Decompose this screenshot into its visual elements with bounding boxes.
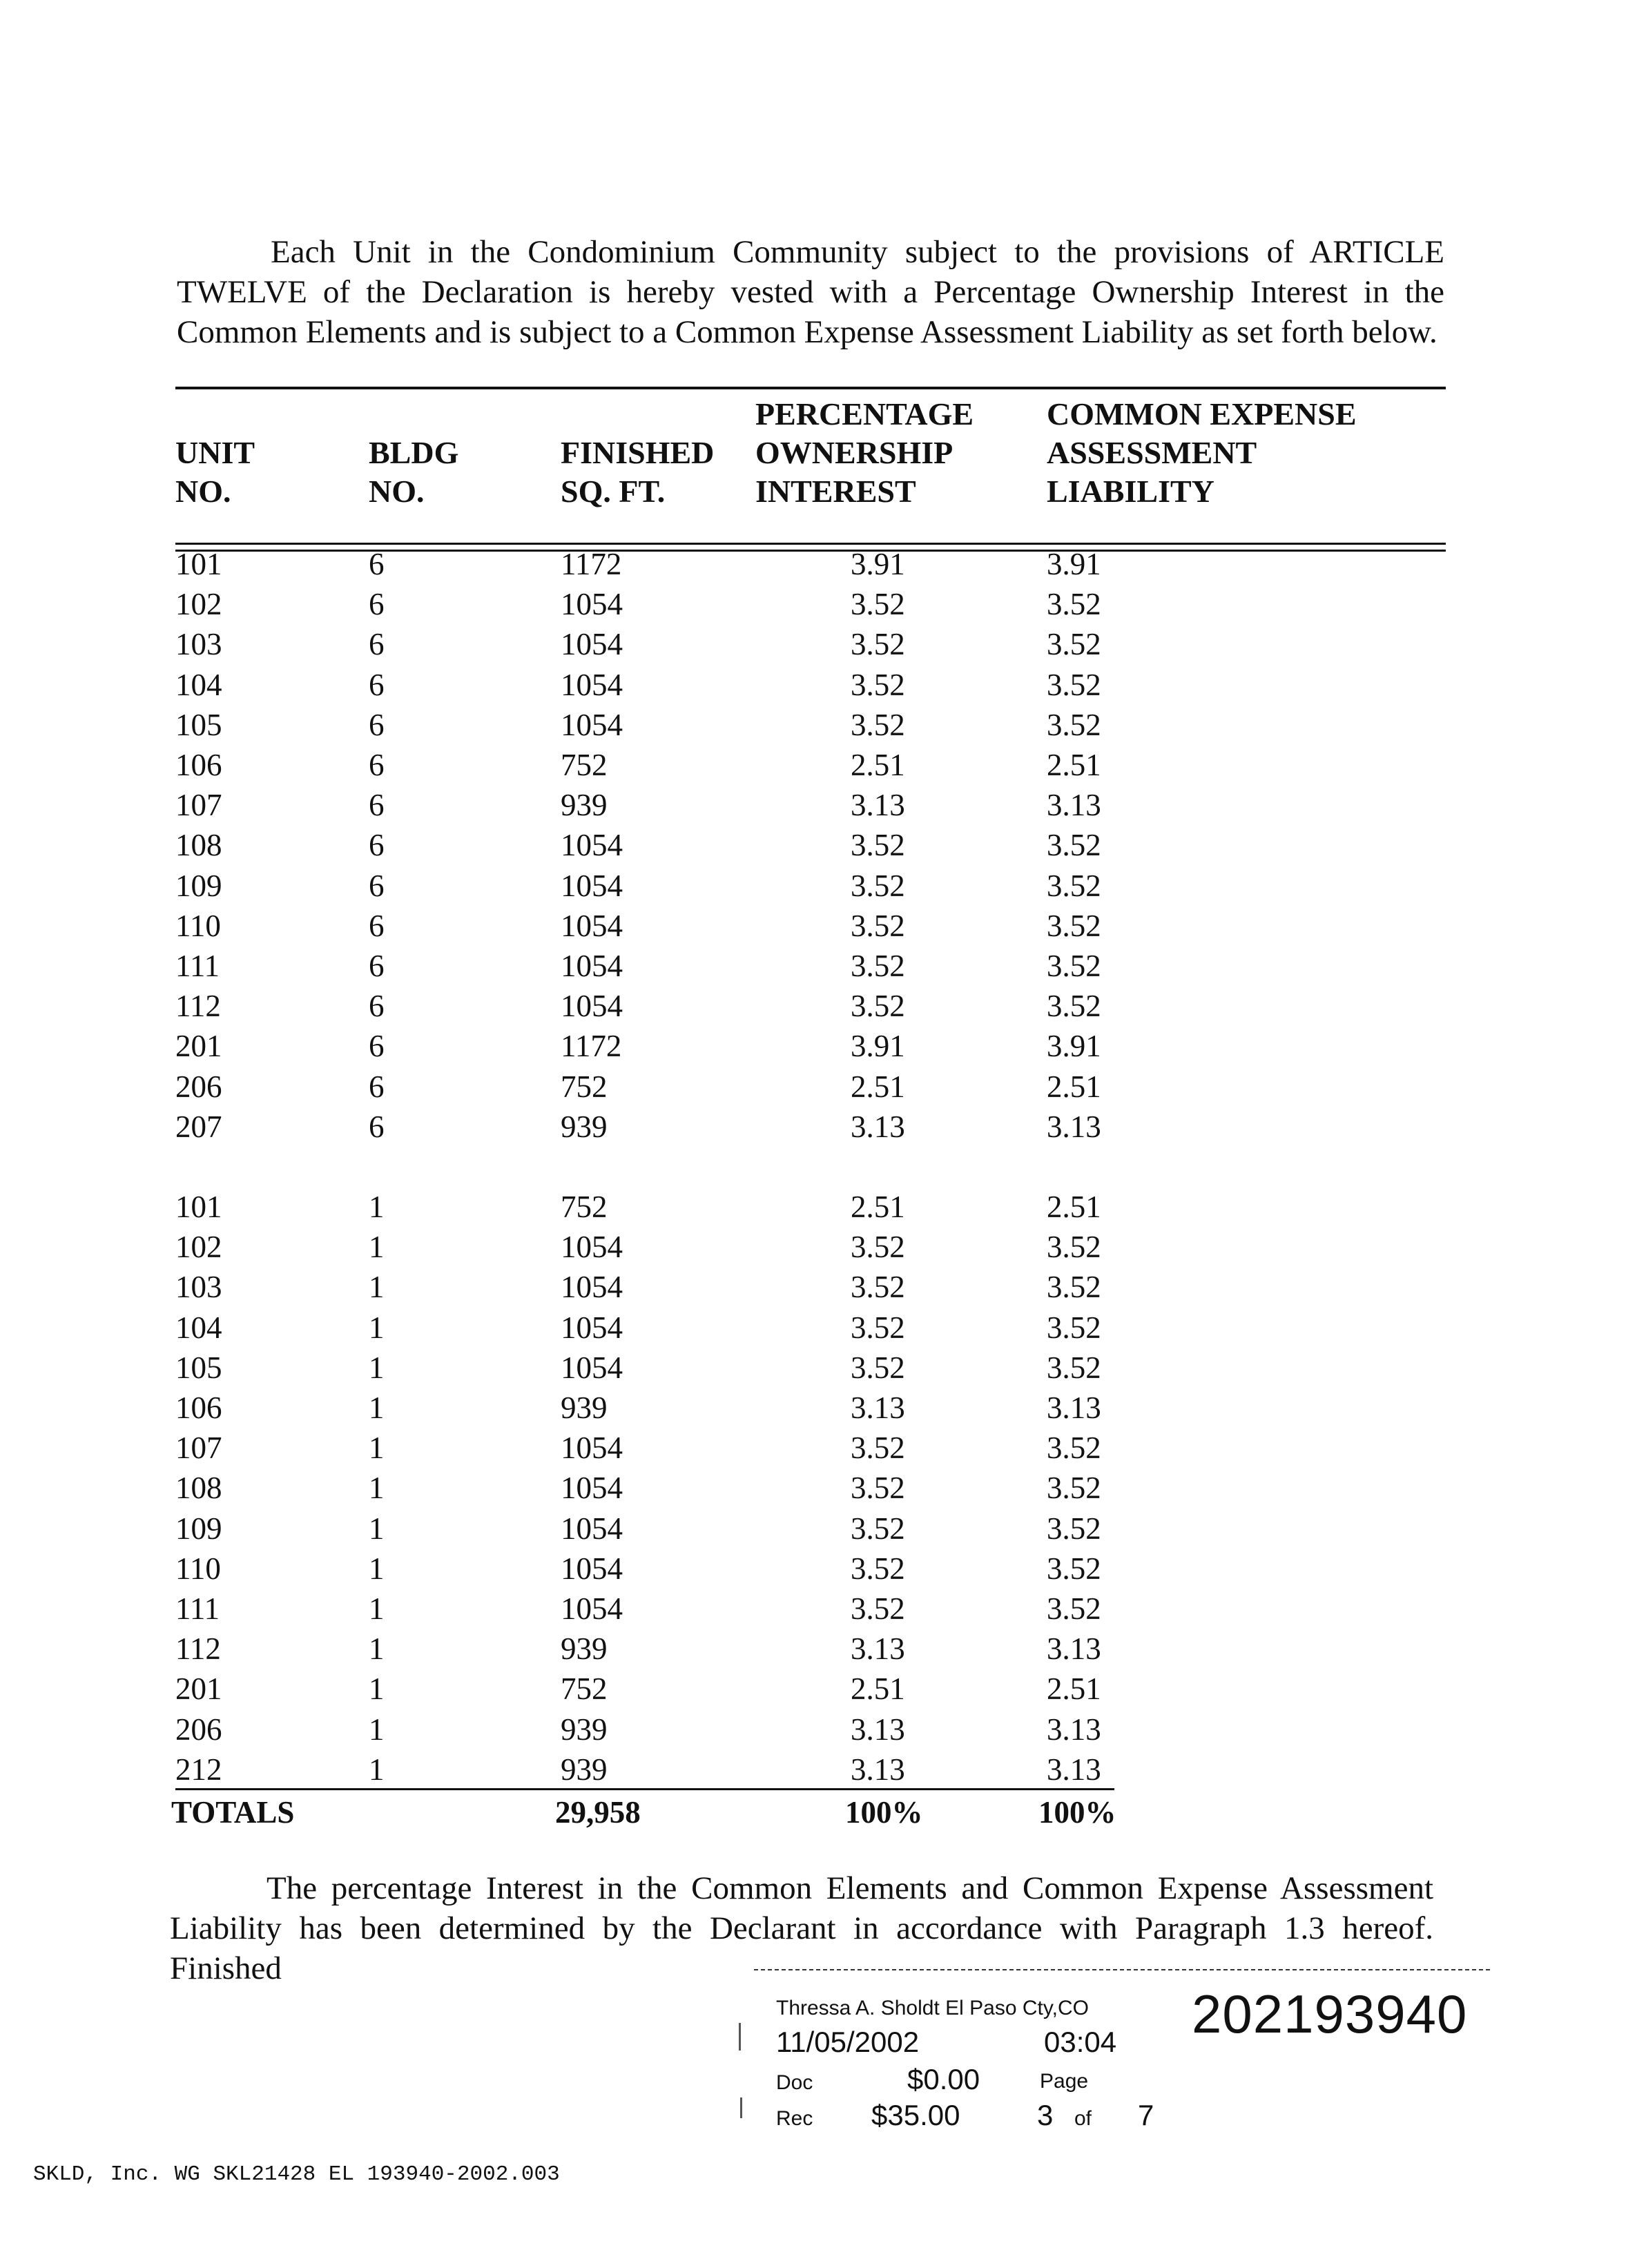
- cell-unit: 101: [175, 547, 222, 581]
- cell-pct: 3.52: [851, 1350, 905, 1385]
- cell-pct: 3.52: [851, 949, 905, 983]
- cell-bldg: 1: [369, 1431, 385, 1465]
- cell-bldg: 6: [369, 668, 385, 702]
- cell-pct: 3.52: [851, 1471, 905, 1505]
- page-number: 3: [1037, 2099, 1054, 2131]
- cell-unit: 112: [175, 1631, 221, 1666]
- table-row: [0, 1549, 1646, 1589]
- cell-pct: 3.13: [851, 788, 905, 822]
- totals-pct: 100%: [845, 1795, 923, 1830]
- cell-bldg: 1: [369, 1350, 385, 1385]
- reception-number: 202193940: [1192, 1984, 1468, 2044]
- cell-cea: 3.52: [1047, 828, 1101, 862]
- cell-sqft: 1054: [561, 1511, 623, 1546]
- cell-bldg: 1: [369, 1471, 385, 1505]
- cell-cea: 2.51: [1047, 748, 1101, 782]
- cell-unit: 212: [175, 1752, 222, 1787]
- cell-sqft: 1054: [561, 869, 623, 903]
- page-total: 7: [1138, 2099, 1154, 2131]
- cell-unit: 206: [175, 1712, 222, 1747]
- cell-sqft: 1054: [561, 828, 623, 862]
- cell-unit: 102: [175, 587, 222, 621]
- cell-sqft: 1054: [561, 1230, 623, 1264]
- cell-pct: 3.13: [851, 1109, 905, 1144]
- cell-pct: 3.52: [851, 1230, 905, 1264]
- header-finished-sq-ft: FINISHED SQ. FT.: [561, 435, 715, 509]
- cell-sqft: 752: [561, 1671, 608, 1706]
- cell-sqft: 939: [561, 1752, 608, 1787]
- cell-bldg: 1: [369, 1270, 385, 1304]
- cell-cea: 3.52: [1047, 989, 1101, 1023]
- cell-unit: 109: [175, 1511, 222, 1546]
- header-common-expense-assessment-liability: COMMON EXPENSE ASSESSMENT LIABILITY: [1047, 396, 1357, 509]
- cell-sqft: 939: [561, 1631, 608, 1666]
- cell-sqft: 1054: [561, 989, 623, 1023]
- cell-unit: 111: [175, 1591, 220, 1626]
- cell-pct: 3.52: [851, 668, 905, 702]
- cell-bldg: 6: [369, 949, 385, 983]
- cell-sqft: 1172: [561, 1029, 622, 1063]
- footer-id: SKLD, Inc. WG SKL21428 EL 193940-2002.003: [33, 2162, 560, 2187]
- cell-unit: 112: [175, 989, 221, 1023]
- record-time: 03:04: [1044, 2026, 1117, 2058]
- cell-pct: 3.91: [851, 1029, 905, 1063]
- cell-unit: 107: [175, 788, 222, 822]
- totals-rule: [175, 1788, 1114, 1790]
- cell-unit: 105: [175, 1350, 222, 1385]
- cell-sqft: 1054: [561, 587, 623, 621]
- cell-pct: 3.52: [851, 1270, 905, 1304]
- table-row: [0, 1227, 1646, 1267]
- cell-pct: 3.52: [851, 1591, 905, 1626]
- cell-unit: 104: [175, 668, 222, 702]
- cell-sqft: 752: [561, 1190, 608, 1224]
- cell-pct: 3.52: [851, 627, 905, 661]
- cell-pct: 2.51: [851, 1190, 905, 1224]
- cell-sqft: 1054: [561, 1350, 623, 1385]
- cell-cea: 3.13: [1047, 788, 1101, 822]
- cell-pct: 3.52: [851, 1511, 905, 1546]
- table-row: [0, 1388, 1646, 1428]
- cell-sqft: 1172: [561, 547, 622, 581]
- cell-cea: 3.52: [1047, 1551, 1101, 1586]
- cell-unit: 207: [175, 1109, 222, 1144]
- cell-unit: 110: [175, 1551, 221, 1586]
- table-row: [0, 1026, 1646, 1066]
- cell-cea: 3.13: [1047, 1752, 1101, 1787]
- cell-pct: 3.13: [851, 1752, 905, 1787]
- cell-cea: 3.13: [1047, 1390, 1101, 1425]
- cell-bldg: 6: [369, 547, 385, 581]
- cell-sqft: 939: [561, 1390, 608, 1425]
- cell-unit: 108: [175, 828, 222, 862]
- doc-fee: $0.00: [907, 2063, 980, 2095]
- table-row: [0, 866, 1646, 906]
- cell-sqft: 1054: [561, 668, 623, 702]
- cell-cea: 3.52: [1047, 1310, 1101, 1345]
- table-row: [0, 544, 1646, 584]
- cell-pct: 3.13: [851, 1712, 905, 1747]
- cell-cea: 3.52: [1047, 1431, 1101, 1465]
- cell-cea: 3.52: [1047, 587, 1101, 621]
- table-top-rule: [175, 387, 1446, 389]
- cell-bldg: 6: [369, 1069, 385, 1104]
- cell-cea: 3.52: [1047, 1350, 1101, 1385]
- cell-pct: 3.13: [851, 1631, 905, 1666]
- cell-bldg: 1: [369, 1671, 385, 1706]
- table-row: [0, 1428, 1646, 1468]
- intro-paragraph: Each Unit in the Condominium Community subject to the provisions of ARTICLE TWELVE of the Declaration is hereby vested with a Percentage Ownership Interest in the Common Elements and is subject to a Common Expense Assessment Liability as set forth below.: [177, 234, 1444, 350]
- cell-sqft: 1054: [561, 708, 623, 742]
- cell-sqft: 1054: [561, 1551, 623, 1586]
- cell-bldg: 1: [369, 1591, 385, 1626]
- totals-label: TOTALS: [171, 1795, 295, 1830]
- table-row: [0, 1750, 1646, 1790]
- header-bldg-no: BLDG NO.: [369, 435, 459, 509]
- cell-cea: 3.13: [1047, 1109, 1101, 1144]
- cell-cea: 3.52: [1047, 909, 1101, 943]
- cell-bldg: 6: [369, 909, 385, 943]
- cell-unit: 201: [175, 1029, 222, 1063]
- cell-unit: 111: [175, 949, 220, 983]
- cell-unit: 107: [175, 1431, 222, 1465]
- table-row: [0, 1348, 1646, 1388]
- cell-pct: 3.52: [851, 869, 905, 903]
- cell-sqft: 752: [561, 748, 608, 782]
- cell-unit: 106: [175, 748, 222, 782]
- cell-bldg: 1: [369, 1390, 385, 1425]
- cell-pct: 3.52: [851, 989, 905, 1023]
- table-row: [0, 1267, 1646, 1307]
- table-row: [0, 584, 1646, 624]
- cell-sqft: 939: [561, 1109, 608, 1144]
- cell-cea: 2.51: [1047, 1190, 1101, 1224]
- cell-bldg: 1: [369, 1551, 385, 1586]
- cell-cea: 2.51: [1047, 1069, 1101, 1104]
- cell-bldg: 1: [369, 1712, 385, 1747]
- cell-unit: 103: [175, 1270, 222, 1304]
- cell-pct: 3.52: [851, 708, 905, 742]
- cell-unit: 103: [175, 627, 222, 661]
- cell-unit: 108: [175, 1471, 222, 1505]
- cell-bldg: 6: [369, 1109, 385, 1144]
- table-row: [0, 1509, 1646, 1549]
- cell-bldg: 6: [369, 869, 385, 903]
- cell-bldg: 1: [369, 1230, 385, 1264]
- cell-bldg: 1: [369, 1752, 385, 1787]
- cell-sqft: 1054: [561, 949, 623, 983]
- cell-cea: 2.51: [1047, 1671, 1101, 1706]
- cell-cea: 3.52: [1047, 1471, 1101, 1505]
- table-row: [0, 1709, 1646, 1750]
- cell-cea: 3.52: [1047, 869, 1101, 903]
- table-row: [0, 986, 1646, 1026]
- cell-unit: 110: [175, 909, 221, 943]
- table-row: [0, 745, 1646, 785]
- cell-bldg: 6: [369, 748, 385, 782]
- table-row: [0, 785, 1646, 825]
- cell-pct: 3.52: [851, 828, 905, 862]
- cell-unit: 101: [175, 1190, 222, 1224]
- cell-bldg: 6: [369, 788, 385, 822]
- cell-cea: 3.13: [1047, 1712, 1101, 1747]
- cell-unit: 104: [175, 1310, 222, 1345]
- cell-cea: 3.13: [1047, 1631, 1101, 1666]
- table-row: [0, 1669, 1646, 1709]
- table-row: [0, 1067, 1646, 1107]
- cell-sqft: 1054: [561, 1471, 623, 1505]
- totals-sqft: 29,958: [555, 1795, 641, 1830]
- cell-sqft: 1054: [561, 1591, 623, 1626]
- header-percentage-ownership-interest: PERCENTAGE OWNERSHIP INTEREST: [755, 396, 974, 509]
- cell-bldg: 1: [369, 1310, 385, 1345]
- cell-bldg: 6: [369, 989, 385, 1023]
- table-row: [0, 624, 1646, 664]
- cell-bldg: 6: [369, 1029, 385, 1063]
- cell-pct: 3.91: [851, 547, 905, 581]
- cell-bldg: 6: [369, 708, 385, 742]
- cell-pct: 2.51: [851, 1671, 905, 1706]
- cell-unit: 106: [175, 1390, 222, 1425]
- cell-unit: 109: [175, 869, 222, 903]
- cell-cea: 3.52: [1047, 627, 1101, 661]
- cell-cea: 3.52: [1047, 1270, 1101, 1304]
- cell-pct: 3.52: [851, 1431, 905, 1465]
- table-row: [0, 1589, 1646, 1629]
- stamp-tick: [739, 2023, 741, 2051]
- cell-bldg: 6: [369, 828, 385, 862]
- cell-sqft: 1054: [561, 627, 623, 661]
- header-unit-no: UNIT NO.: [175, 435, 255, 509]
- cell-bldg: 6: [369, 587, 385, 621]
- stamp-tick: [740, 2097, 742, 2118]
- cell-sqft: 939: [561, 788, 608, 822]
- cell-sqft: 752: [561, 1069, 608, 1104]
- cell-sqft: 1054: [561, 1310, 623, 1345]
- cell-cea: 3.91: [1047, 1029, 1101, 1063]
- rec-label: Rec: [776, 2107, 813, 2130]
- cell-unit: 105: [175, 708, 222, 742]
- cell-unit: 201: [175, 1671, 222, 1706]
- table-row: [0, 825, 1646, 865]
- totals-cea: 100%: [1038, 1795, 1116, 1830]
- doc-label: Doc: [776, 2071, 813, 2094]
- table-row: [0, 1468, 1646, 1508]
- rec-fee: $35.00: [871, 2099, 960, 2131]
- table-row: [0, 946, 1646, 986]
- table-row: [0, 1107, 1646, 1147]
- page-label: Page: [1040, 2070, 1089, 2093]
- cell-cea: 3.52: [1047, 708, 1101, 742]
- cell-sqft: 939: [561, 1712, 608, 1747]
- cell-bldg: 1: [369, 1631, 385, 1666]
- of-label: of: [1074, 2107, 1092, 2130]
- cell-unit: 102: [175, 1230, 222, 1264]
- cell-sqft: 1054: [561, 1431, 623, 1465]
- record-date: 11/05/2002: [776, 2026, 920, 2058]
- recorder-name: Thressa A. Sholdt El Paso Cty,CO: [776, 1997, 1089, 2019]
- table-row: [0, 906, 1646, 946]
- cell-cea: 3.91: [1047, 547, 1101, 581]
- cell-pct: 2.51: [851, 1069, 905, 1104]
- cell-pct: 3.13: [851, 1390, 905, 1425]
- table-row: [0, 665, 1646, 705]
- cell-cea: 3.52: [1047, 1511, 1101, 1546]
- cell-unit: 206: [175, 1069, 222, 1104]
- cell-cea: 3.52: [1047, 949, 1101, 983]
- cell-cea: 3.52: [1047, 1591, 1101, 1626]
- table-row: [0, 1629, 1646, 1669]
- table-row: [0, 1308, 1646, 1348]
- cell-sqft: 1054: [561, 909, 623, 943]
- cell-pct: 3.52: [851, 1551, 905, 1586]
- cell-sqft: 1054: [561, 1270, 623, 1304]
- cell-pct: 3.52: [851, 1310, 905, 1345]
- cell-pct: 3.52: [851, 587, 905, 621]
- table-row: [0, 705, 1646, 745]
- cell-pct: 3.52: [851, 909, 905, 943]
- cell-bldg: 1: [369, 1190, 385, 1224]
- closing-paragraph: The percentage Interest in the Common Elements and Common Expense Assessment Liability has been determined by the Declarant in accordance with Paragraph 1.3 hereof. Finished: [170, 1870, 1433, 1986]
- cell-pct: 2.51: [851, 748, 905, 782]
- table-row: [0, 1187, 1646, 1227]
- cell-bldg: 6: [369, 627, 385, 661]
- stamp-rule: [754, 1969, 1490, 1970]
- cell-cea: 3.52: [1047, 668, 1101, 702]
- cell-bldg: 1: [369, 1511, 385, 1546]
- cell-cea: 3.52: [1047, 1230, 1101, 1264]
